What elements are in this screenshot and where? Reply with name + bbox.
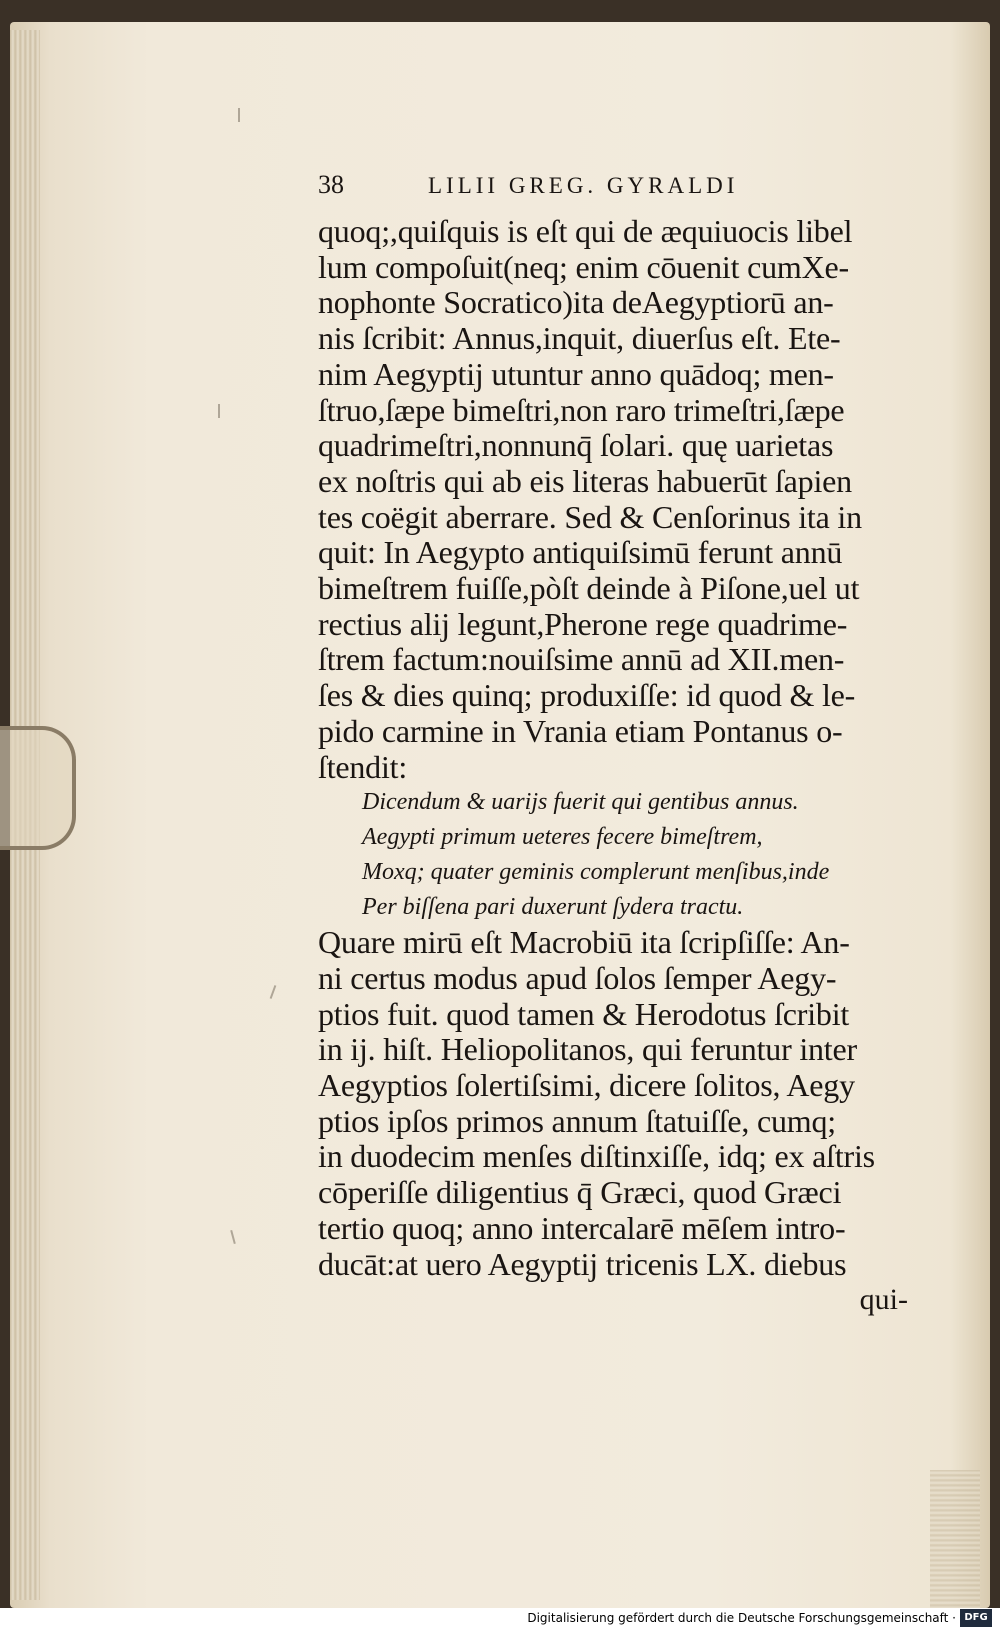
verse-line: Dicendum & uarijs fuerit qui gentibus annus. <box>362 789 799 816</box>
text-line: cōperiſſe diligentius q̄ Græci, quod Græci <box>318 1174 842 1211</box>
text-line: in duodecim menſes diſtinxiſſe, idq; ex aſtris <box>318 1138 875 1175</box>
paper-speck <box>218 404 220 418</box>
text-line: ptios ipſos primos annum ſtatuiſſe, cumq; <box>318 1102 836 1139</box>
text-line: ex noſtris qui ab eis literas habuerūt ſapien <box>318 462 852 499</box>
dfg-logo: DFG <box>960 1609 992 1627</box>
running-head <box>318 170 918 214</box>
verse-quotation <box>318 785 918 925</box>
text-line: Aegyptios ſolertiſsimi, dicere ſolitos, Aegy <box>318 1067 855 1104</box>
book-clasp <box>0 726 76 850</box>
page-edges-bottom <box>930 1470 980 1608</box>
text-line: quadrimeſtri,nonnunq̄ ſolari. quę uarietas <box>318 427 834 464</box>
paper-speck <box>238 108 240 122</box>
text-line: quit: In Aegypto antiquiſsimū ferunt annū <box>318 534 843 571</box>
text-line: tes coëgit aberrare. Sed & Cenſorinus ita in <box>318 498 862 535</box>
text-line: ſes & dies quinq; produxiſſe: id quod & le- <box>318 677 856 714</box>
text-line: ſtendit: <box>318 748 408 785</box>
page-number: 38 <box>318 170 344 199</box>
text-line: nophonte Socratico)ita deAegyptiorū an- <box>318 284 834 321</box>
text-line: bimeſtrem fuiſſe,pòſt deinde à Piſone,uel ut <box>318 570 860 607</box>
text-line: nis ſcribit: Annus,inquit, diuerſus eſt. Ete- <box>318 320 841 357</box>
text-line: rectius alij legunt,Pherone rege quadrime- <box>318 605 848 642</box>
text-line: lum compoſuit(neq; enim cōuenit cumXe- <box>318 248 849 285</box>
text-line: Quare mirū eſt Macrobiū ita ſcripſiſſe: An- <box>318 924 850 961</box>
text-line: ducāt:at uero Aegyptij tricenis LX. diebus <box>318 1245 847 1282</box>
text-line: pido carmine in Vrania etiam Pontanus o- <box>318 712 843 749</box>
page-text <box>318 170 918 1318</box>
text-line: tertio quoq; anno intercalarē mēſem intro- <box>318 1209 846 1246</box>
catchword: qui- <box>859 1283 908 1317</box>
running-head-title: LILII GREG. GYRALDI <box>428 173 739 198</box>
text-line: nim Aegyptij utuntur anno quādoq; men- <box>318 355 834 392</box>
text-line: ptios fuit. quod tamen & Herodotus ſcribit <box>318 995 850 1032</box>
verse-line: Per biſſena pari duxerunt ſydera tractu. <box>362 894 744 921</box>
text-line: ſtrem factum:nouiſsime annū ad XII.men- <box>318 641 845 678</box>
body-text-bottom <box>318 925 918 1282</box>
text-line: ni certus modus apud ſolos ſemper Aegy- <box>318 959 837 996</box>
text-line: in ij. hiſt. Heliopolitanos, qui feruntur inter <box>318 1031 857 1068</box>
body-text-top <box>318 214 918 785</box>
digitization-credit: Digitalisierung gefördert durch die Deutsche Forschungsgemeinschaft · <box>527 1611 956 1625</box>
verse-line: Aegypti primum ueteres fecere bimeſtrem, <box>362 824 763 851</box>
text-line: ſtruo,ſæpe bimeſtri,non raro trimeſtri,ſæpe <box>318 391 845 428</box>
verse-line: Moxq; quater geminis complerunt menſibus,inde <box>362 859 830 886</box>
text-line: quoq;,quiſquis is eſt qui de æquiuocis libel <box>318 213 853 249</box>
